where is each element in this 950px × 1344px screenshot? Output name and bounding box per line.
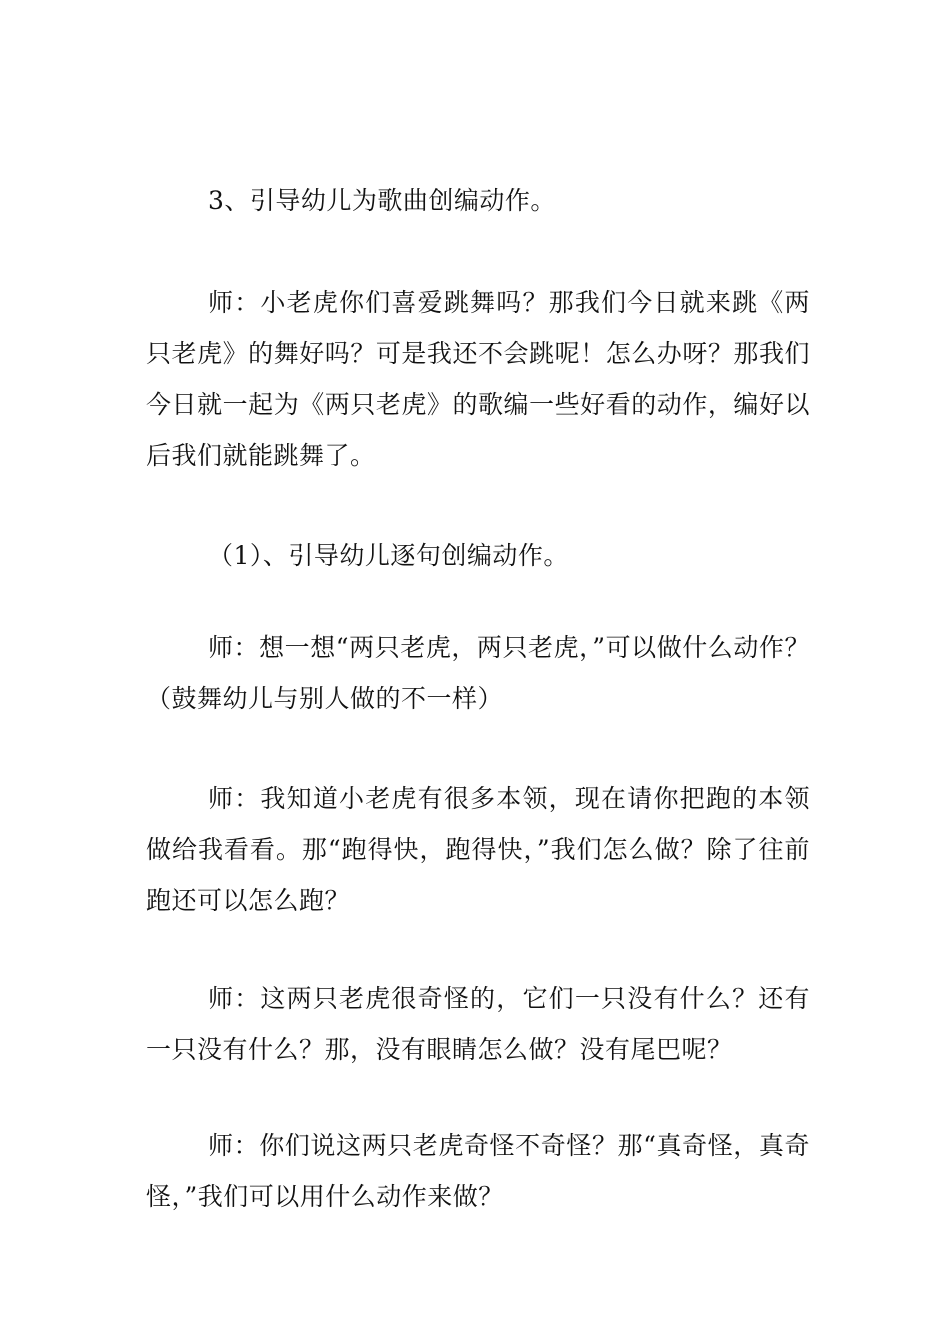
paragraph-teacher-so-strange: 师：你们说这两只老虎奇怪不奇怪？那“真奇怪，真奇怪，”我们可以用什么动作来做？ (146, 1131, 810, 1211)
section-heading-3: 3、引导幼儿为歌曲创编动作。 (208, 186, 556, 215)
subsection-heading-1: （1）、引导幼儿逐句创编动作。 (208, 541, 569, 570)
paragraph-teacher-running: 师：我知道小老虎有很多本领，现在请你把跑的本领做给我看看。那“跑得快，跑得快，”我们怎么做？除了往前跑还可以怎么跑？ (146, 784, 810, 915)
paragraph-teacher-two-tigers: 师：想一想“两只老虎，两只老虎，”可以做什么动作？（鼓舞幼儿与别人做的不一样） (146, 633, 810, 713)
paragraph-teacher-dance-intro: 师：小老虎你们喜爱跳舞吗？那我们今日就来跳《两只老虎》的舞好吗？可是我还不会跳呢！怎么办呀？那我们今日就一起为《两只老虎》的歌编一些好看的动作，编好以后我们就能跳舞了。 (146, 288, 810, 470)
paragraph-teacher-strange-tigers: 师：这两只老虎很奇怪的，它们一只没有什么？还有一只没有什么？那，没有眼睛怎么做？没有尾巴呢？ (146, 984, 810, 1064)
